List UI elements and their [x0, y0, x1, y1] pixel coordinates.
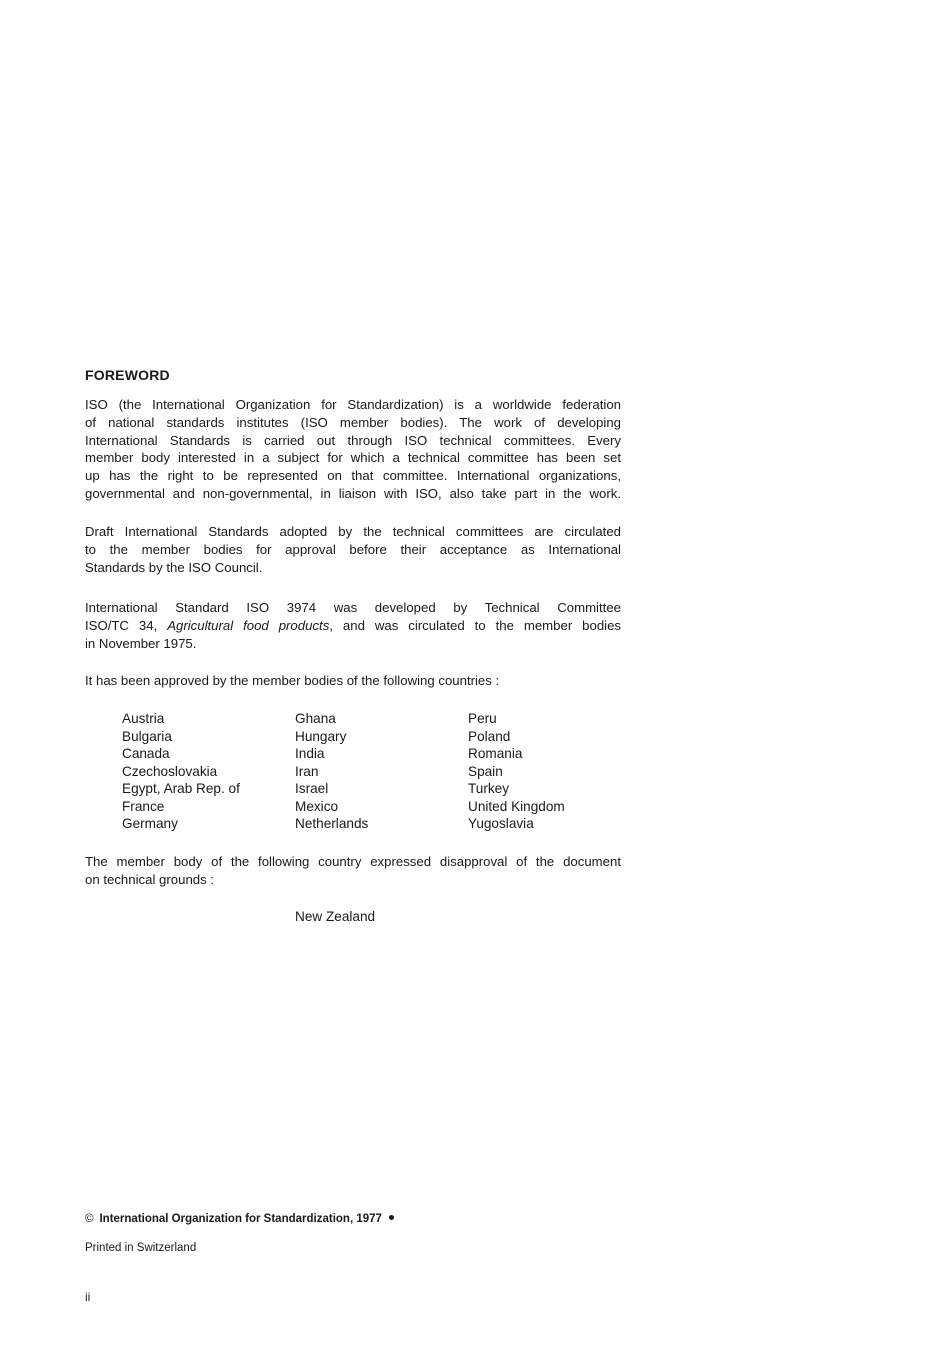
paragraph-3-line: in November 1975.: [85, 635, 197, 651]
country-name: Netherlands: [295, 816, 369, 831]
paragraph-2-line: Standards by the ISO Council.: [85, 559, 263, 575]
country-name: Canada: [122, 746, 170, 761]
paragraph-3-continuation: , and was circulated to the member bodies: [329, 617, 621, 633]
paragraph-2-line: Draft International Standards adopted by the technical committees are circulated: [85, 524, 621, 539]
paragraph-5-line: on technical grounds :: [85, 871, 215, 887]
foreword-paragraph-5: [85, 853, 621, 889]
disapproving-country: New Zealand: [295, 909, 376, 924]
countries-column-2: [295, 710, 368, 833]
country-name: Bulgaria: [122, 728, 172, 744]
foreword-paragraph-3: [85, 599, 621, 652]
country-name: Turkey: [468, 781, 510, 796]
foreword-paragraph-2: [85, 523, 621, 576]
foreword-heading: FOREWORD: [85, 367, 170, 383]
paragraph-5-line: The member body of the following country expressed disapproval of the document: [85, 854, 621, 869]
copyright-symbol: ©: [85, 1213, 94, 1225]
country-name: Mexico: [295, 798, 339, 814]
copyright-notice: [85, 1213, 394, 1225]
country-name: Peru: [468, 711, 497, 726]
bullet-icon: [389, 1215, 394, 1220]
committee-reference: ISO/TC 34,: [85, 617, 168, 633]
paragraph-4-line: It has been approved by the member bodies of the following countries :: [85, 673, 500, 688]
country-name: Poland: [468, 728, 511, 744]
printed-location: Printed in Switzerland: [85, 1242, 197, 1254]
paragraph-1-line: member body interested in a subject for which a technical committee has been set: [85, 450, 621, 466]
paragraph-1-line: ISO (the International Organization for Standardization) is a worldwide federation: [85, 397, 621, 412]
committee-title: Agricultural food products: [167, 617, 330, 633]
paragraph-3-line: International Standard ISO 3974 was developed by Technical Committee: [85, 600, 621, 615]
country-name: Spain: [468, 763, 503, 779]
paragraph-1-line: governmental and non-governmental, in liaison with ISO, also take part in the work.: [85, 485, 621, 501]
country-name: Ghana: [295, 711, 336, 726]
paragraph-2-line: to the member bodies for approval before their acceptance as International: [85, 541, 621, 557]
paragraph-1-line: International Standards is carried out through ISO technical committees. Every: [85, 432, 621, 448]
countries-column-1: [122, 710, 240, 833]
foreword-paragraph-4: [85, 672, 621, 690]
paragraph-3-line: [85, 617, 621, 635]
country-name: France: [122, 798, 165, 814]
country-name: Hungary: [295, 728, 347, 744]
country-name: Romania: [468, 746, 523, 761]
country-name: Czechoslovakia: [122, 763, 218, 779]
paragraph-1-line: of national standards institutes (ISO member bodies). The work of developing: [85, 414, 621, 430]
country-name: India: [295, 746, 325, 761]
country-name: Iran: [295, 763, 319, 779]
paragraph-1-line: up has the right to be represented on that committee. International organizations,: [85, 468, 621, 484]
country-name: Egypt, Arab Rep. of: [122, 781, 240, 796]
foreword-paragraph-1: [85, 396, 621, 503]
page-number: ii: [85, 1290, 91, 1304]
country-name: Yugoslavia: [468, 816, 534, 831]
copyright-text: International Organization for Standardization, 1977: [99, 1213, 382, 1225]
country-name: United Kingdom: [468, 798, 565, 814]
country-name: Israel: [295, 781, 329, 796]
countries-column-3: [468, 710, 565, 833]
country-name: Germany: [122, 816, 178, 831]
country-name: Austria: [122, 711, 165, 726]
